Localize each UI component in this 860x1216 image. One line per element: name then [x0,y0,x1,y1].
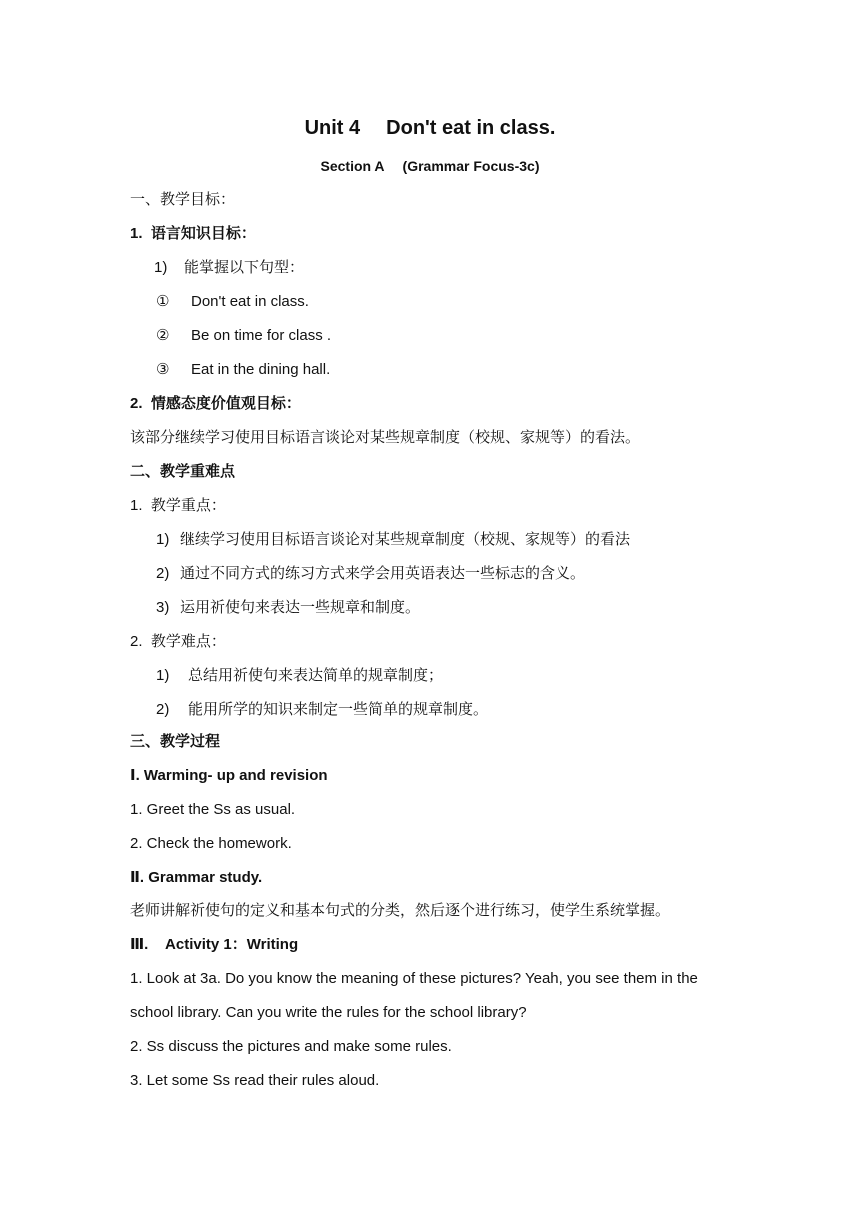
step1-heading: Ⅰ. Warming- up and revision [130,767,328,784]
sentence-item [156,360,330,380]
page-title [0,114,860,142]
goal2-text: 该部分继续学习使用目标语言谈论对某些规章制度（校规、家规等）的看法。 [130,429,641,446]
goal1-label: 语言知识目标： [150,225,256,242]
heading-objectives: 一、教学目标： [130,191,236,208]
sentence-mark: ① [156,293,170,310]
step2-heading: Ⅱ. Grammar study. [130,869,263,886]
sentence-mark: ③ [156,361,170,378]
key-num: 1. [130,497,143,514]
diff-num: 2. [130,633,143,650]
step3-heading [130,935,298,955]
key-item-num: 2) [156,565,170,582]
goal1-heading [130,224,256,244]
key-item [156,530,630,550]
diff-label: 教学难点： [150,633,226,650]
goal2-heading [130,394,301,414]
difficulty-item [156,700,488,720]
diff-item-num: 2) [156,701,170,718]
sentence-text: Be on time for class . [191,327,332,344]
key-item [156,598,420,618]
heading-process: 三、教学过程 [130,733,221,750]
key-item-text: 运用祈使句来表达一些规章和制度。 [180,599,421,616]
goal1-sub-num: 1) [154,259,168,276]
subtitle-section: Section A [320,158,385,174]
step2-text: 老师讲解祈使句的定义和基本句式的分类，然后逐个进行练习，使学生系统掌握。 [130,902,671,919]
key-item-text: 通过不同方式的练习方式来学会用英语表达一些标志的含义。 [180,565,586,582]
step3-line: 2. Ss discuss the pictures and make some rules. [130,1038,452,1055]
sentence-item [156,292,309,312]
goal1-num: 1. [130,225,143,242]
page-subtitle [0,156,860,176]
goal1-sub-text: 能掌握以下句型： [184,259,305,276]
key-item-text: 继续学习使用目标语言谈论对某些规章制度（校规、家规等）的看法 [180,531,631,548]
title-text: Don't eat in class. [386,117,556,139]
step3-line: 3. Let some Ss read their rules aloud. [130,1072,380,1089]
sentence-item [156,326,331,346]
step1-item: 1. Greet the Ss as usual. [130,801,296,818]
step3-num: Ⅲ. [130,936,149,953]
difficulty-heading [130,632,226,652]
goal1-sub [154,258,304,278]
diff-item-text: 总结用祈使句来表达简单的规章制度； [188,667,444,684]
goal2-num: 2. [130,395,143,412]
diff-item-num: 1) [156,667,170,684]
step3-line: 1. Look at 3a. Do you know the meaning of these pictures? Yeah, you see them in the [130,970,698,987]
difficulty-item [156,666,443,686]
step3-line: school library. Can you write the rules for the school library? [130,1004,527,1021]
heading-key-points: 二、教学重难点 [130,463,236,480]
key-item-num: 3) [156,599,170,616]
sentence-text: Eat in the dining hall. [191,361,331,378]
step1-item: 2. Check the homework. [130,835,292,852]
key-label: 教学重点： [150,497,226,514]
title-unit: Unit 4 [304,117,361,139]
step3-label: Activity 1：Writing [165,936,299,953]
goal2-label: 情感态度价值观目标： [150,395,301,412]
key-heading [130,496,226,516]
sentence-mark: ② [156,327,170,344]
sentence-text: Don't eat in class. [191,293,309,310]
key-item-num: 1) [156,531,170,548]
diff-item-text: 能用所学的知识来制定一些简单的规章制度。 [188,701,489,718]
key-item [156,564,585,584]
subtitle-focus: (Grammar Focus-3c) [402,158,540,174]
